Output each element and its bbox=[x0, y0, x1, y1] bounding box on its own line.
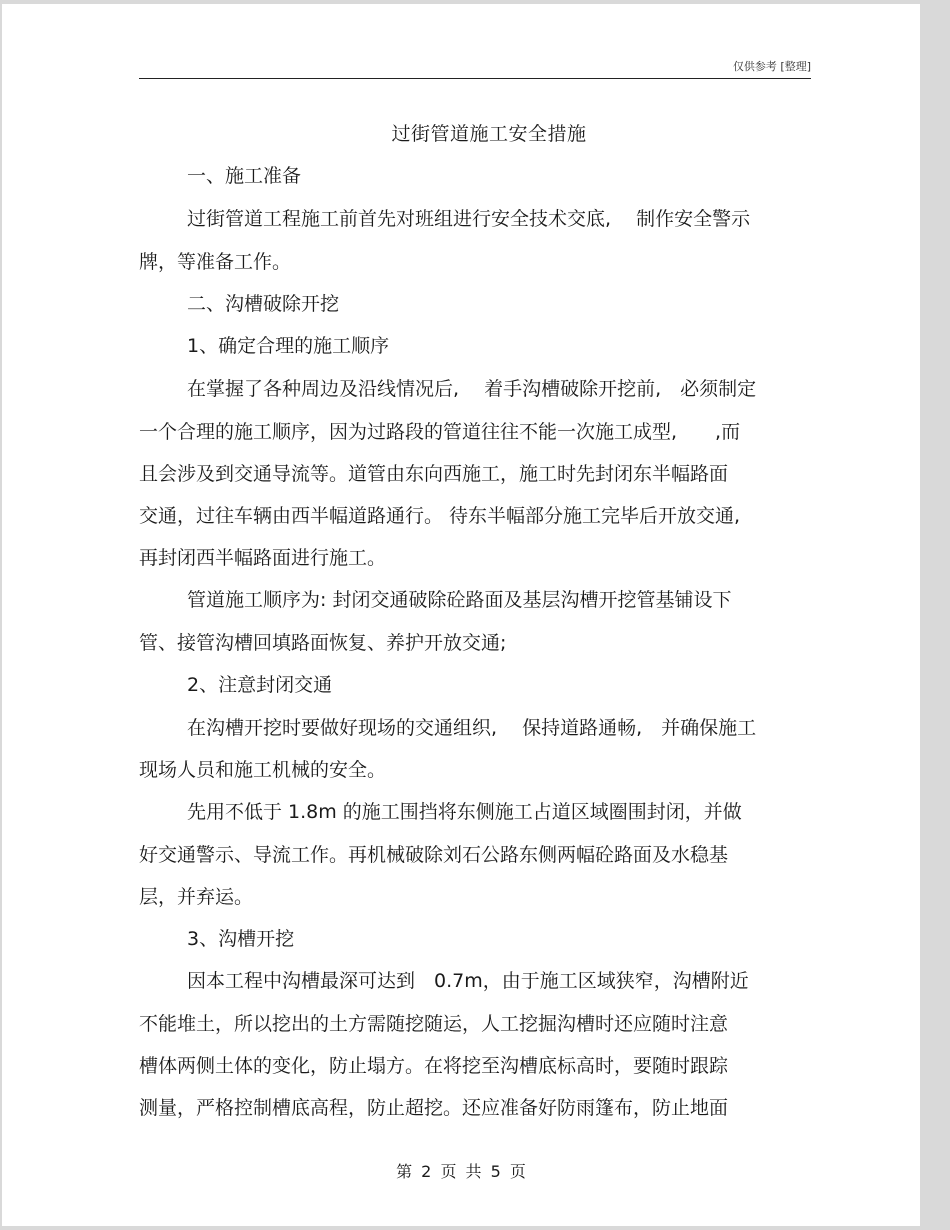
subsection-heading: 1、确定合理的施工顺序 bbox=[187, 335, 390, 357]
paragraph-line: 先用不低于 1.8m 的施工围挡将东侧施工占道区域圈围封闭，并做 bbox=[187, 801, 742, 823]
header-rule bbox=[139, 78, 811, 79]
paragraph-line: 且会涉及到交通导流等。道管由东向西施工，施工时先封闭东半幅路面 bbox=[139, 463, 729, 485]
paragraph-line: 槽体两侧土体的变化，防止塌方。在将挖至沟槽底标高时，要随时跟踪 bbox=[139, 1055, 729, 1077]
page-number: 第 2 页 共 5 页 bbox=[396, 1162, 526, 1181]
document-page bbox=[2, 4, 920, 1226]
document-title: 过街管道施工安全措施 bbox=[391, 123, 587, 145]
section-heading: 一、施工准备 bbox=[187, 165, 302, 187]
paragraph-line: 牌，等准备工作。 bbox=[139, 251, 292, 273]
paragraph-line: 在沟槽开挖时要做好现场的交通组织, 保持道路通畅, 并确保施工 bbox=[187, 717, 757, 739]
paragraph-line: 一个合理的施工顺序，因为过路段的管道往往不能一次施工成型, ,而 bbox=[139, 421, 741, 443]
paragraph-line: 在掌握了各种周边及沿线情况后, 着手沟槽破除开挖前, 必须制定 bbox=[187, 378, 757, 400]
paragraph-line: 测量，严格控制槽底高程，防止超挖。还应准备好防雨篷布，防止地面 bbox=[139, 1097, 729, 1119]
paragraph-line: 不能堆土，所以挖出的土方需随挖随运，人工挖掘沟槽时还应随时注意 bbox=[139, 1013, 729, 1035]
section-heading: 二、沟槽破除开挖 bbox=[187, 293, 340, 315]
paragraph-line: 好交通警示、导流工作。再机械破除刘石公路东侧两幅砼路面及水稳基 bbox=[139, 844, 729, 866]
paragraph-line: 管道施工顺序为: 封闭交通破除砼路面及基层沟槽开挖管基铺设下 bbox=[187, 589, 732, 611]
paragraph-line: 层，并弃运。 bbox=[139, 886, 254, 908]
paragraph-line: 过街管道工程施工前首先对班组进行安全技术交底, 制作安全警示 bbox=[187, 208, 751, 230]
paragraph-line: 管、接管沟槽回填路面恢复、养护开放交通; bbox=[139, 632, 507, 654]
page-header-note: 仅供参考 [整理] bbox=[732, 60, 811, 73]
paragraph-line: 再封闭西半幅路面进行施工。 bbox=[139, 547, 387, 569]
paragraph-line: 因本工程中沟槽最深可达到 0.7m，由于施工区域狭窄，沟槽附近 bbox=[187, 970, 749, 992]
subsection-heading: 3、沟槽开挖 bbox=[187, 928, 295, 950]
subsection-heading: 2、注意封闭交通 bbox=[187, 674, 333, 696]
paragraph-line: 现场人员和施工机械的安全。 bbox=[139, 759, 387, 781]
paragraph-line: 交通，过往车辆由西半幅道路通行。 待东半幅部分施工完毕后开放交通, bbox=[139, 505, 741, 527]
